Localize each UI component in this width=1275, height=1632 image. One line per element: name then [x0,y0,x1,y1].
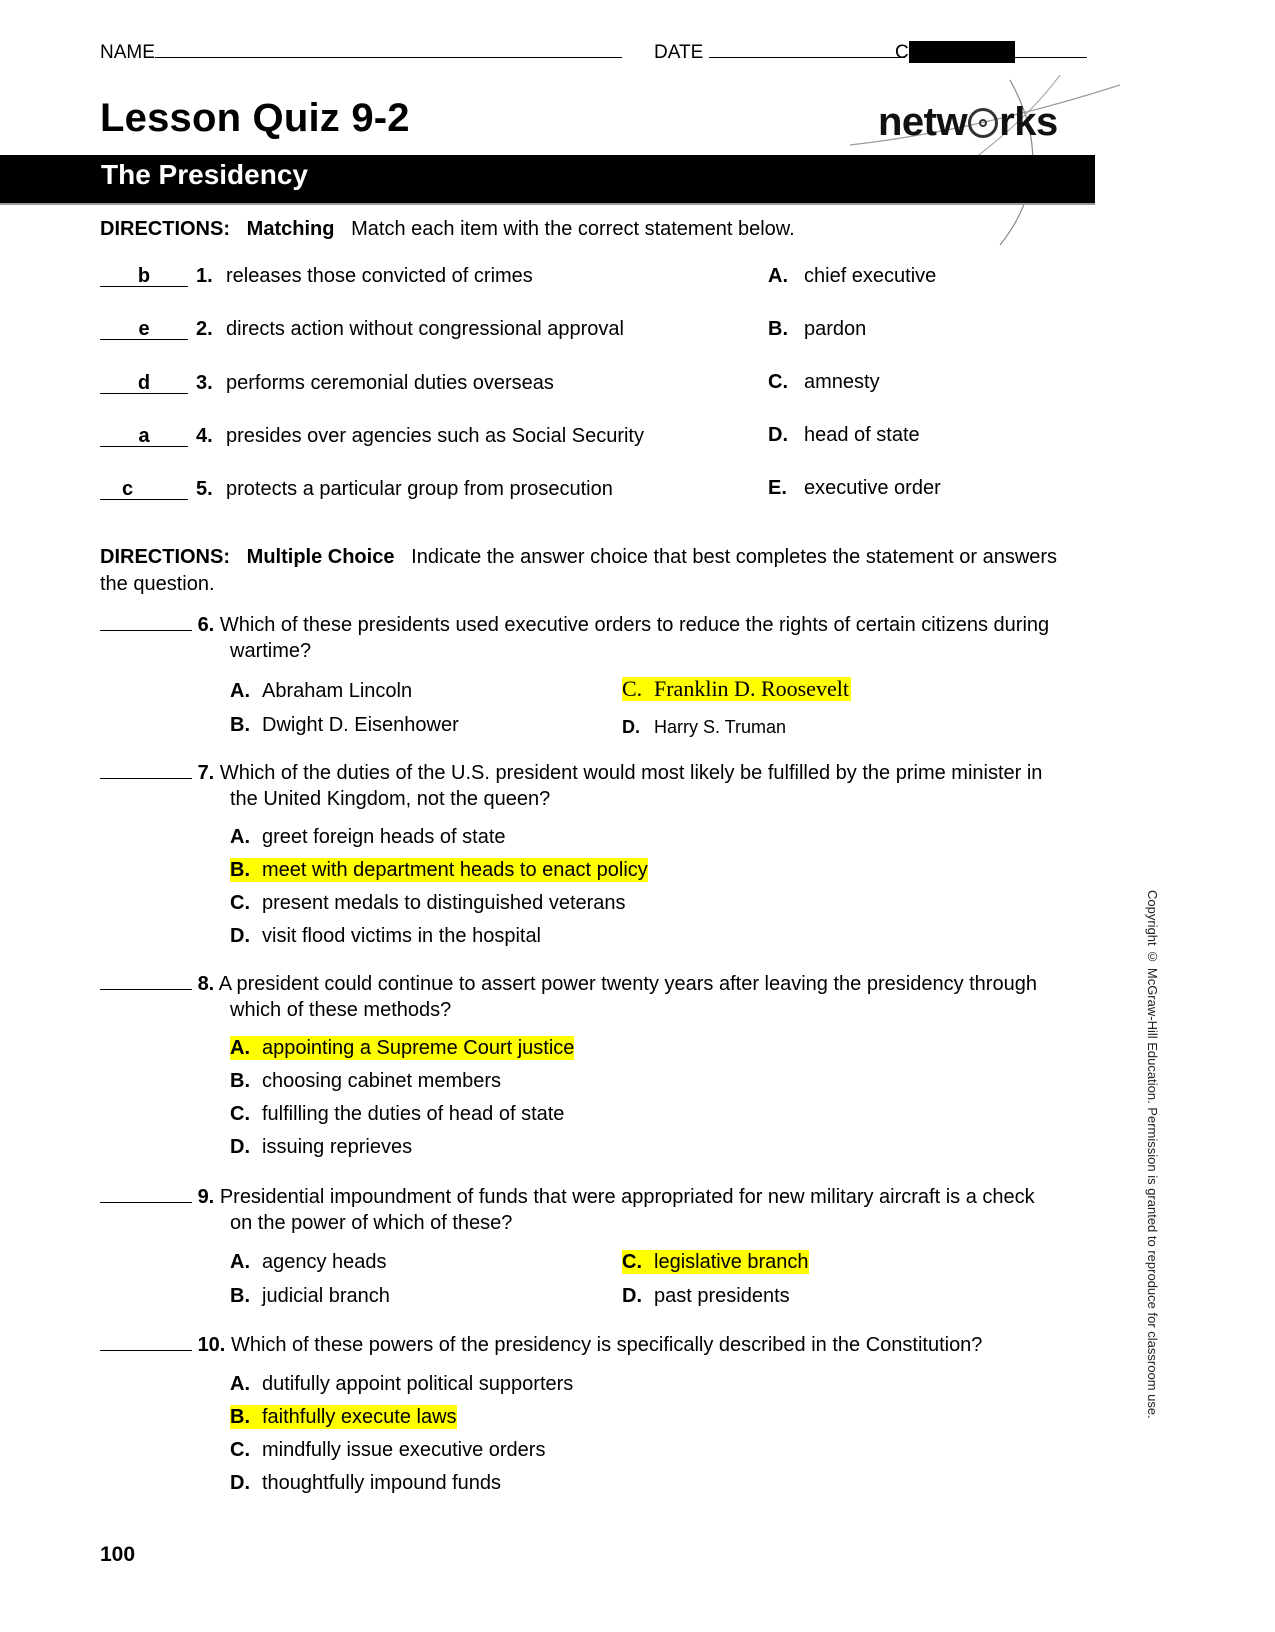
question-text-cont: which of these methods? [230,999,452,1021]
page-number: 100 [100,1543,136,1566]
option-letter: A. [230,1251,250,1273]
answer-blank[interactable]: c [100,479,188,500]
option[interactable] [230,713,459,737]
option[interactable] [230,1438,545,1462]
matching-item [100,318,624,341]
matching-item [100,265,533,288]
option-selected[interactable] [230,1405,457,1429]
item-number: 5. [196,478,213,500]
question-number: 7. [197,762,215,784]
name-blank[interactable] [155,40,622,58]
option-letter: A. [230,826,250,848]
option-letter: C. [230,1439,250,1461]
question-number: 8. [197,973,215,995]
answer-blank[interactable] [100,760,192,779]
option-text: Abraham Lincoln [262,680,413,702]
option-letter: C. [622,676,643,701]
item-text: releases those convicted of crimes [226,265,533,287]
question-text-cont: the United Kingdom, not the queen? [230,788,551,810]
option[interactable] [230,924,541,948]
option-letter: A. [230,680,250,702]
directions-label: DIRECTIONS: [100,546,230,568]
option-letter: B. [230,1285,250,1307]
answer-blank[interactable] [100,971,192,990]
class-label: C [895,42,909,63]
option-text: present medals to distinguished veterans [262,892,626,914]
answer-blank[interactable] [100,1332,192,1351]
option-text: mindfully issue executive orders [262,1439,546,1461]
option[interactable] [622,1284,790,1308]
option-letter: C. [622,1251,642,1273]
option-text: past presidents [654,1285,790,1307]
option-letter: B. [230,1070,250,1092]
answer-blank[interactable]: d [100,373,188,394]
option-text: Dwight D. Eisenhower [262,714,459,736]
answer-blank[interactable] [100,612,192,631]
option[interactable] [230,1102,564,1126]
logo-text-end: rks [999,100,1058,144]
option-letter: D. [622,717,640,737]
option-selected[interactable] [622,1250,809,1274]
option-letter: A. [230,1373,250,1395]
page-title: Lesson Quiz 9-2 [100,96,410,140]
option[interactable] [230,1284,390,1308]
class-blank[interactable] [1015,40,1087,58]
option-selected[interactable] [230,858,648,882]
item-number: 4. [196,425,213,447]
question-6 [100,612,1100,664]
class-field[interactable] [895,40,1087,64]
question-text: Which of these powers of the presidency is specifically described in the Constitution? [230,1334,983,1356]
redaction-bar [909,41,1015,63]
option-letter: A. [230,1037,250,1059]
section-label: Multiple Choice [246,546,395,568]
term-letter: A. [768,265,788,287]
term-letter: C. [768,371,788,393]
question-text: Presidential impoundment of funds that were appropriated for new military aircraft is a check [219,1186,1035,1208]
option-text: fulfilling the duties of head of state [262,1103,565,1125]
option-text: legislative branch [654,1251,809,1273]
question-text: Which of these presidents used executive orders to reduce the rights of certain citizens during [219,614,1050,636]
matching-term [768,371,880,394]
option[interactable] [230,1471,501,1495]
question-text-cont: on the power of which of these? [230,1212,513,1234]
name-label: NAME [100,42,155,63]
item-number: 2. [196,318,213,340]
networks-logo [878,100,1058,145]
matching-term [768,265,936,288]
term-letter: B. [768,318,788,340]
term-text: executive order [804,477,941,499]
option[interactable] [230,891,626,915]
term-text: amnesty [804,371,880,393]
option-text: greet foreign heads of state [262,826,506,848]
item-number: 3. [196,372,213,394]
matching-item [100,425,644,448]
question-8 [100,971,1100,1023]
option-text: judicial branch [262,1285,390,1307]
option-text: visit flood victims in the hospital [262,925,542,947]
option[interactable] [230,1135,412,1159]
matching-term [768,318,866,341]
option-letter: B. [230,859,250,881]
option[interactable] [230,825,506,849]
option-text: appointing a Supreme Court justice [262,1037,575,1059]
option-text: meet with department heads to enact policy [262,859,648,881]
term-text: head of state [804,424,920,446]
option-letter: D. [230,1472,250,1494]
logo-text-start: netw [878,100,968,144]
question-number: 10. [197,1334,226,1356]
option[interactable] [230,1372,573,1396]
term-letter: D. [768,424,788,446]
directions-label: DIRECTIONS: [100,218,230,240]
matching-directions [100,216,1060,243]
option-text: Franklin D. Roosevelt [654,676,849,701]
matching-term [768,477,941,500]
option-selected[interactable] [622,677,851,701]
matching-item [100,478,613,501]
option-selected[interactable] [230,1036,574,1060]
answer-blank[interactable]: a [100,426,188,447]
question-text-cont: wartime? [230,640,312,662]
page-subtitle: The Presidency [101,159,308,190]
item-text: performs ceremonial duties overseas [226,372,554,394]
question-text: A president could continue to assert power twenty years after leaving the presidency through [218,973,1037,995]
option[interactable] [230,679,412,703]
mc-directions [100,544,1060,598]
option-letter: D. [230,925,250,947]
option-text: thoughtfully impound funds [262,1472,502,1494]
option[interactable] [230,1069,501,1093]
date-label: DATE [654,42,704,63]
mc-instructions: Indicate the answer choice that best completes the statement or answers the question. [100,546,1058,595]
option-letter: B. [230,1406,250,1428]
option-text: Harry S. Truman [654,717,787,737]
question-text: Which of the duties of the U.S. president would most likely be fulfilled by the prime minister in [219,762,1043,784]
option[interactable] [622,715,786,739]
option-letter: D. [230,1136,250,1158]
matching-item [100,372,554,395]
name-field[interactable] [100,40,622,64]
option-letter: C. [230,892,250,914]
option-letter: C. [230,1103,250,1125]
question-9 [100,1184,1100,1236]
term-letter: E. [768,477,787,499]
target-icon [968,108,998,138]
matching-instructions: Match each item with the correct statement below. [351,218,795,240]
term-text: pardon [804,318,867,340]
item-text: protects a particular group from prosecution [226,478,613,500]
answer-blank[interactable] [100,1184,192,1203]
copyright-notice: Copyright © McGraw-Hill Education. Permission is granted to reproduce for classroom use. [1145,890,1160,1419]
option-text: choosing cabinet members [262,1070,502,1092]
date-blank[interactable] [709,40,905,58]
question-number: 6. [197,614,215,636]
item-text: presides over agencies such as Social Security [226,425,644,447]
term-text: chief executive [804,265,937,287]
option-text: issuing reprieves [262,1136,413,1158]
question-10 [100,1332,1100,1358]
question-7 [100,760,1100,812]
answer-blank[interactable]: e [100,319,188,340]
option-text: agency heads [262,1251,387,1273]
item-text: directs action without congressional approval [226,318,624,340]
section-label: Matching [246,218,335,240]
item-number: 1. [196,265,213,287]
date-field[interactable] [654,40,905,64]
option[interactable] [230,1250,387,1274]
answer-blank[interactable]: b [100,266,188,287]
option-letter: D. [622,1285,642,1307]
option-letter: B. [230,714,250,736]
question-number: 9. [197,1186,215,1208]
matching-term [768,424,920,447]
option-text: dutifully appoint political supporters [262,1373,574,1395]
option-text: faithfully execute laws [262,1406,457,1428]
